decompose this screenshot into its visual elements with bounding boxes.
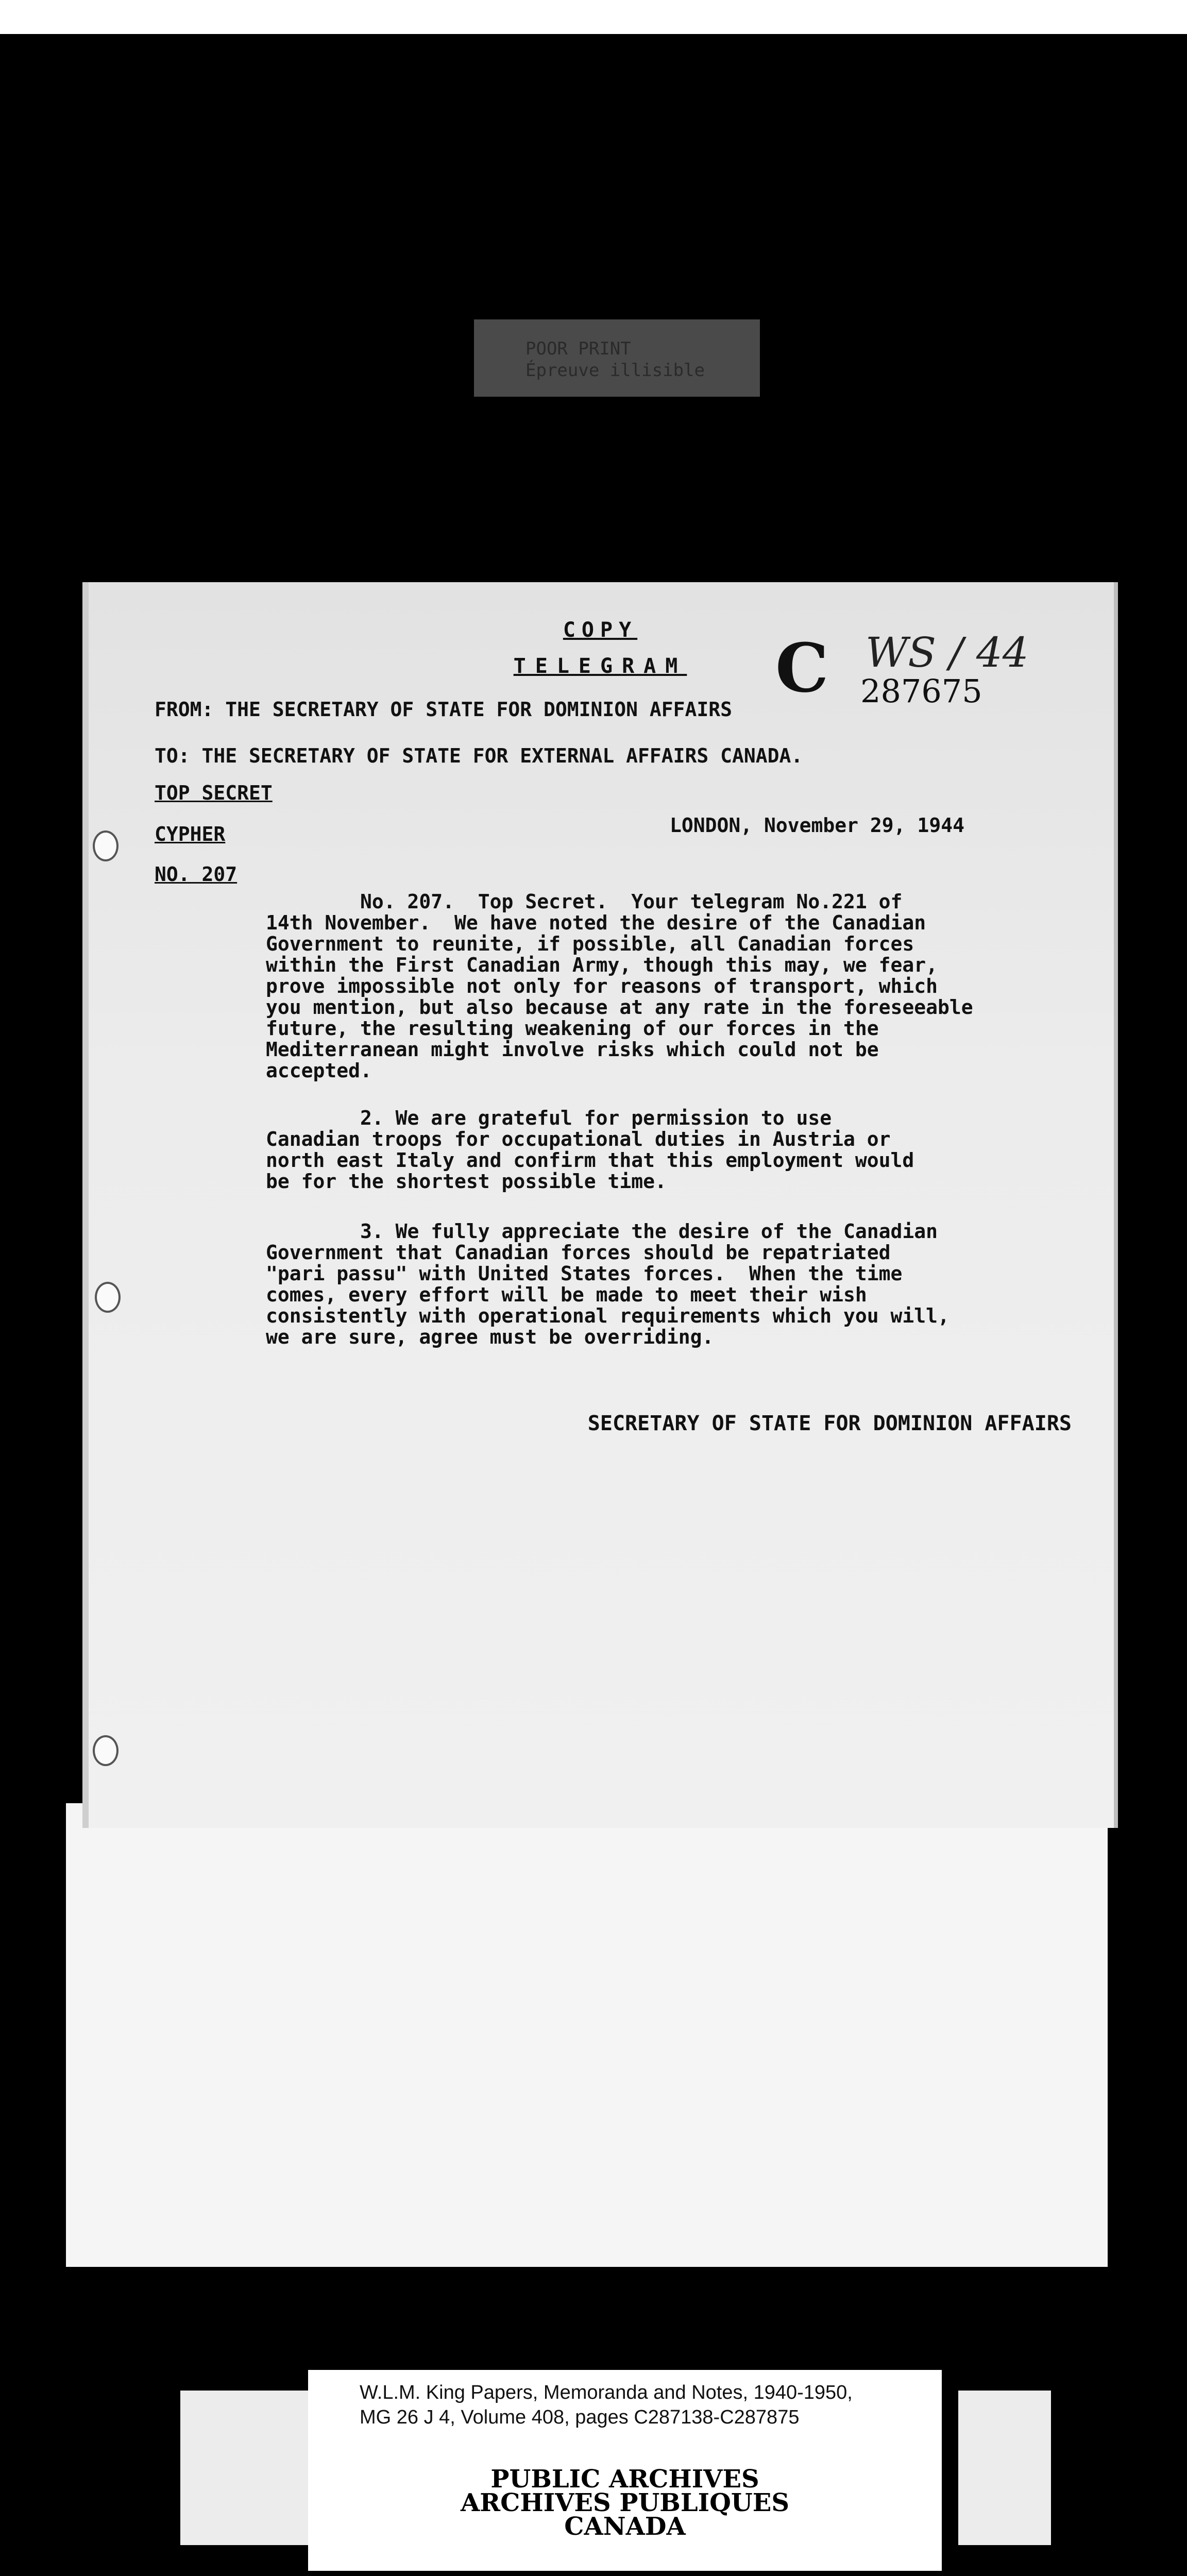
telegram-document [82, 582, 1118, 1828]
handwritten-reference: WS / 44 [866, 629, 1029, 676]
institution-french: ARCHIVES PUBLIQUES [461, 2488, 789, 2517]
top-margin-strip [0, 0, 1187, 34]
archive-reference-label [308, 2370, 942, 2571]
heading-telegram: TELEGRAM [513, 654, 687, 678]
poor-print-line-en: POOR PRINT [525, 338, 631, 359]
archive-reference-line-2: MG 26 J 4, Volume 408, pages C287138-C287875 [360, 2406, 800, 2428]
institution-country: CANADA [564, 2512, 686, 2541]
place-date: LONDON, November 29, 1944 [670, 814, 964, 837]
institution-english: PUBLIC ARCHIVES [490, 2465, 759, 2494]
signature-line: SECRETARY OF STATE FOR DOMINION AFFAIRS [587, 1412, 1072, 1435]
telegram-number: NO. 207 [155, 863, 238, 886]
to-line: TO: THE SECRETARY OF STATE FOR EXTERNAL AFFAIRS CANADA. [155, 744, 803, 767]
punch-hole-bottom [93, 1735, 118, 1766]
stamp-letter: C [775, 629, 829, 707]
archive-reference-line-1: W.L.M. King Papers, Memoranda and Notes, 1940-1950, [360, 2382, 853, 2403]
heading-copy: COPY [563, 618, 638, 642]
punch-hole-top [93, 831, 118, 861]
poor-print-line-fr: Épreuve illisible [525, 360, 705, 381]
archive-reference-text [360, 2380, 931, 2430]
poor-print-stamp [474, 319, 760, 397]
punch-hole-middle [95, 1282, 121, 1313]
paper-lower-sheet [66, 1803, 1108, 2267]
stamped-document-number: 287675 [860, 672, 982, 710]
paragraph-3: 3. We fully appreciate the desire of the Canadian Government that Canadian forces should be repatriated "pari passu" with United States forces. When the time comes, every effort will be made to meet their wish consistently with operational requirements which you will, we are sure, agree must be overriding. [266, 1220, 949, 1348]
from-line: FROM: THE SECRETARY OF STATE FOR DOMINION AFFAIRS [155, 698, 733, 721]
paragraph-2: 2. We are grateful for permission to use Canadian troops for occupational duties in Austria or north east Italy and confirm that this employment would be for the shortest possible time. [266, 1107, 914, 1193]
paragraph-1: No. 207. Top Secret. Your telegram No.221 of 14th November. We have noted the desire of the Canadian Government to reunite, if possible, all Canadian forces within the First Canadian Army, though this may, we fear, prove impossible not only for reasons of transport, which you mention, but also because at any rate in the foreseeable future, the resulting weakening of our forces in the Mediterranean might involve risks which could not be accepted. [266, 890, 973, 1082]
classification-label: TOP SECRET [155, 782, 273, 804]
method-label: CYPHER [155, 823, 226, 845]
archive-label-tab-left [180, 2391, 309, 2545]
archive-label-tab-right [958, 2391, 1051, 2545]
